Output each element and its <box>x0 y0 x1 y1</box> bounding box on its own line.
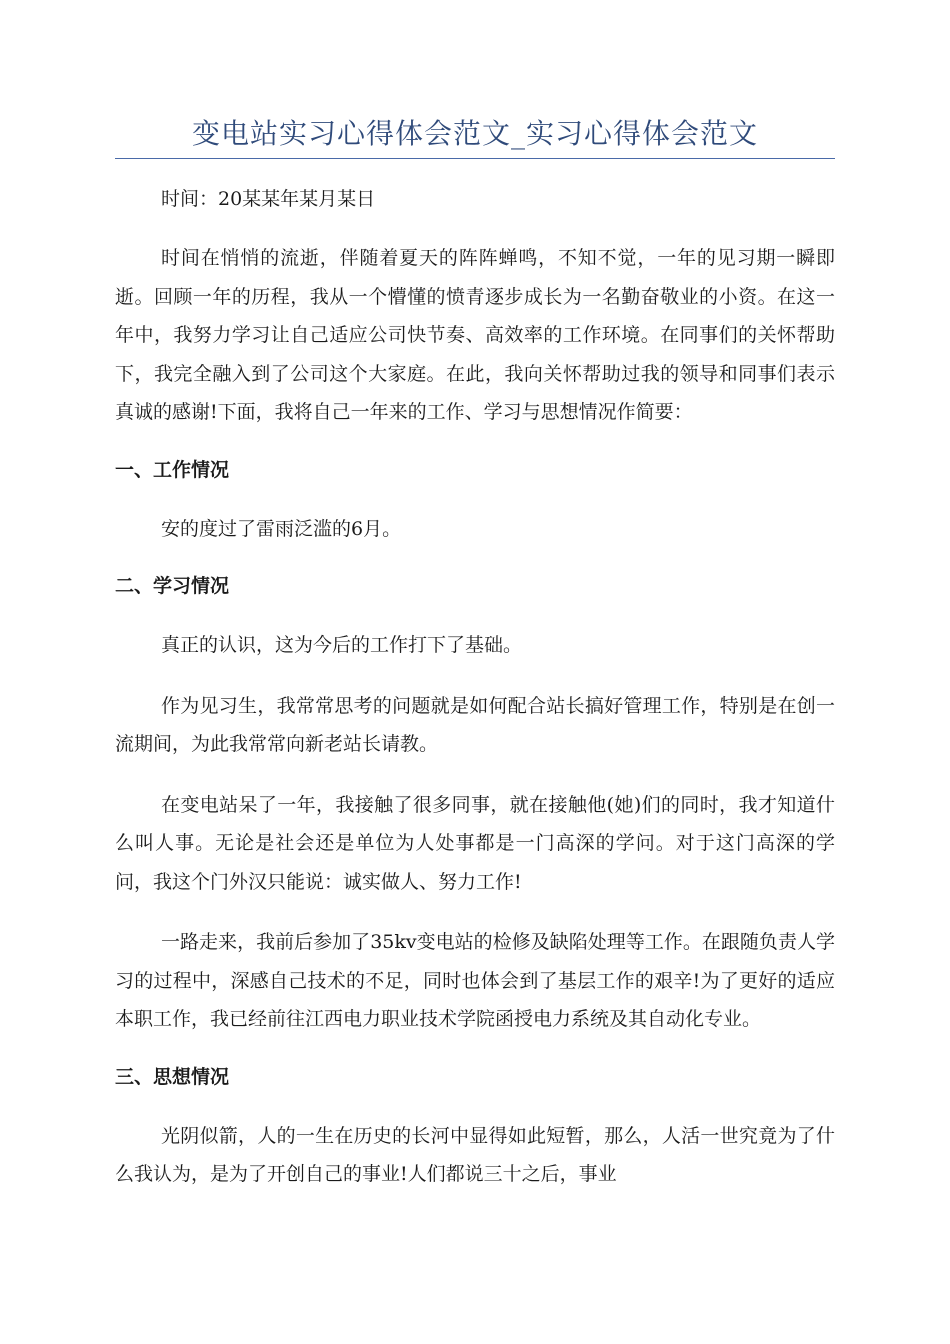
section-heading-study: 二、学习情况 <box>115 575 230 597</box>
study-paragraph: 在变电站呆了一年，我接触了很多同事，就在接触他(她)们的同时，我才知道什么叫人事。无论是社会还是单位为人处事都是一门高深的学问。对于这门高深的学问，我这个门外汉只能说：诚实做人、努力工作! <box>115 793 835 893</box>
study-paragraph: 真正的认识，这为今后的工作打下了基础。 <box>161 634 523 656</box>
section-heading-work: 一、工作情况 <box>115 458 230 481</box>
date-line: 时间：20某某年某月某日 <box>161 188 376 210</box>
thought-paragraph: 光阴似箭，人的一生在历史的长河中显得如此短暂，那么，人活一世究竟为了什么我认为，是为了开创自己的事业!人们都说三十之后，事业 <box>115 1124 835 1185</box>
study-paragraph: 一路走来，我前后参加了35kv变电站的检修及缺陷处理等工作。在跟随负责人学习的过程中，深感自己技术的不足，同时也体会到了基层工作的艰辛!为了更好的适应本职工作，我已经前往江西电力职业技术学院函授电力系统及其自动化专业。 <box>115 931 835 1030</box>
document-page <box>115 112 835 1194</box>
section-heading-thought: 三、思想情况 <box>115 1065 230 1088</box>
study-paragraph: 作为见习生，我常常思考的问题就是如何配合站长搞好管理工作，特别是在创一流期间，为此我常常向新老站长请教。 <box>115 694 835 755</box>
intro-paragraph: 时间在悄悄的流逝，伴随着夏天的阵阵蝉鸣，不知不觉，一年的见习期一瞬即逝。回顾一年的历程，我从一个懵懂的愤青逐步成长为一名勤奋敬业的小资。在这一年中，我努力学习让自己适应公司快节奏、高效率的工作环境。在同事们的关怀帮助下，我完全融入到了公司这个大家庭。在此，我向关怀帮助过我的领导和同事们表示真诚的感谢!下面，我将自己一年来的工作、学习与思想情况作简要： <box>115 247 835 423</box>
document-title: 变电站实习心得体会范文_实习心得体会范文 <box>115 112 835 159</box>
work-paragraph: 安的度过了雷雨泛滥的6月。 <box>161 517 402 540</box>
